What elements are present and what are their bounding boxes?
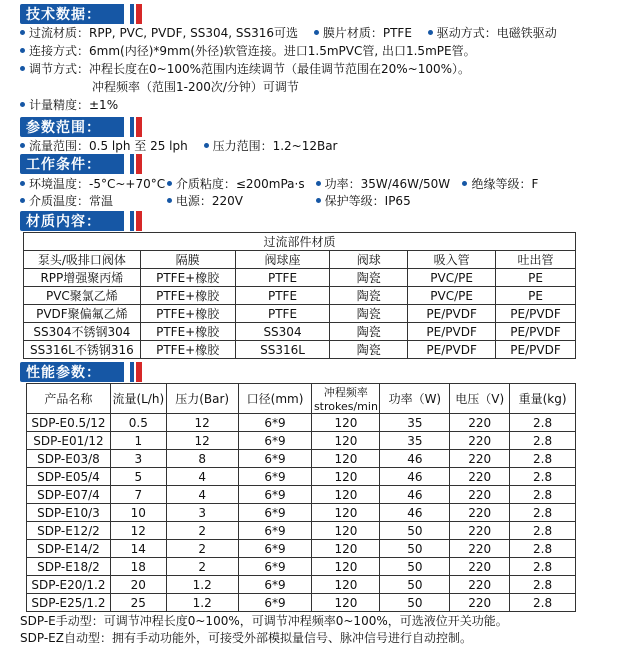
perf-cell: 50 <box>380 558 450 576</box>
tech-line-3: 调节方式：冲程长度在0~100%范围内连续调节（最佳调节范围在20%~100%）。 <box>20 61 470 77</box>
perf-cell: 220 <box>450 468 510 486</box>
perf-cell: 50 <box>380 576 450 594</box>
table-row <box>27 576 576 594</box>
table-row <box>27 468 576 486</box>
perf-cell: 35 <box>380 432 450 450</box>
perf-cell: 18 <box>110 558 166 576</box>
table-row <box>27 558 576 576</box>
perf-cell: 3 <box>110 450 166 468</box>
perf-cell: 6*9 <box>238 414 312 432</box>
tech-line-2: 连接方式：6mm(内径)*9mm(外径)软管连接。进口1.5mPVC管, 出口1.5mPE管。 <box>20 43 476 59</box>
perf-cell: 2.8 <box>510 540 576 558</box>
perf-cell: 2 <box>166 540 238 558</box>
perf-cell: 220 <box>450 522 510 540</box>
material-cell: 陶瓷 <box>330 305 408 323</box>
material-cell: PE <box>496 287 576 305</box>
perf-cell: 20 <box>110 576 166 594</box>
perf-cell: 12 <box>110 522 166 540</box>
perf-cell: 120 <box>312 594 380 612</box>
perf-cell: 46 <box>380 468 450 486</box>
perf-cell: 50 <box>380 540 450 558</box>
perf-cell: 14 <box>110 540 166 558</box>
perf-cell: 120 <box>312 450 380 468</box>
perf-cell: 46 <box>380 450 450 468</box>
section-header-params: 参数范围： <box>20 117 124 137</box>
perf-cell: 6*9 <box>238 576 312 594</box>
material-header-cell: 吐出管 <box>496 251 576 269</box>
perf-cell: SDP-E12/2 <box>27 522 111 540</box>
perf-cell: 220 <box>450 432 510 450</box>
material-header-cell: 吸入管 <box>408 251 496 269</box>
table-row <box>27 540 576 558</box>
material-cell: PE/PVDF <box>408 305 496 323</box>
material-cell: PE/PVDF <box>408 323 496 341</box>
perf-cell: 7 <box>110 486 166 504</box>
material-cell: PE <box>496 269 576 287</box>
table-row <box>27 432 576 450</box>
material-cell: SS316L不锈钢316 <box>24 341 141 359</box>
perf-cell: 120 <box>312 576 380 594</box>
perf-cell: 2.8 <box>510 432 576 450</box>
perf-cell: 6*9 <box>238 594 312 612</box>
perf-cell: SDP-E25/1.2 <box>27 594 111 612</box>
material-super-header: 过流部件材质 <box>24 233 576 251</box>
perf-cell: 120 <box>312 540 380 558</box>
material-cell: 陶瓷 <box>330 269 408 287</box>
material-cell: PVDF聚偏氟乙烯 <box>24 305 141 323</box>
perf-cell: 120 <box>312 432 380 450</box>
section-header-tech: 技术数据： <box>20 4 124 24</box>
perf-header-cell: 重量(kg) <box>510 384 576 414</box>
table-row <box>24 323 576 341</box>
perf-cell: 120 <box>312 522 380 540</box>
perf-header-cell: 产品名称 <box>27 384 111 414</box>
perf-cell: SDP-E20/1.2 <box>27 576 111 594</box>
tech-line-5: 计量精度：±1% <box>20 97 118 113</box>
material-cell: 陶瓷 <box>330 323 408 341</box>
perf-cell: 2.8 <box>510 594 576 612</box>
material-cell: 陶瓷 <box>330 341 408 359</box>
perf-cell: 2 <box>166 558 238 576</box>
perf-cell: 2.8 <box>510 486 576 504</box>
work-line-2: 介质温度：常温 电源：220V 保护等级：IP65 <box>20 193 411 209</box>
material-cell: PE/PVDF <box>496 323 576 341</box>
perf-cell: 6*9 <box>238 504 312 522</box>
perf-cell: 3 <box>166 504 238 522</box>
table-row <box>27 486 576 504</box>
perf-cell: 2.8 <box>510 468 576 486</box>
tech-line-4: 冲程频率（范围1-200次/分钟）可调节 <box>92 80 299 94</box>
table-row <box>24 341 576 359</box>
material-cell: SS316L <box>235 341 330 359</box>
perf-cell: 220 <box>450 558 510 576</box>
perf-cell: 220 <box>450 414 510 432</box>
material-header-cell: 阀球座 <box>235 251 330 269</box>
perf-cell: 6*9 <box>238 450 312 468</box>
perf-cell: SDP-E03/8 <box>27 450 111 468</box>
material-cell: RPP增强聚丙烯 <box>24 269 141 287</box>
perf-cell: 6*9 <box>238 558 312 576</box>
perf-cell: SDP-E0.5/12 <box>27 414 111 432</box>
perf-cell: 1 <box>110 432 166 450</box>
perf-header-cell: 压力(Bar) <box>166 384 238 414</box>
perf-header-cell: 冲程频率 strokes/min <box>312 384 380 414</box>
note-manual: SDP-E手动型：可调节冲程长度0~100%，可调节冲程频率0~100%，可选液位开关功能。 <box>20 614 508 628</box>
perf-header-cell: 功率（W) <box>380 384 450 414</box>
table-row <box>27 594 576 612</box>
perf-cell: 220 <box>450 450 510 468</box>
table-row <box>24 269 576 287</box>
perf-cell: 120 <box>312 504 380 522</box>
perf-cell: 50 <box>380 594 450 612</box>
perf-header-cell: 电压（V) <box>450 384 510 414</box>
material-header-cell: 隔膜 <box>140 251 235 269</box>
perf-cell: 1.2 <box>166 576 238 594</box>
perf-cell: 220 <box>450 576 510 594</box>
table-row <box>27 522 576 540</box>
perf-cell: SDP-E14/2 <box>27 540 111 558</box>
perf-cell: 0.5 <box>110 414 166 432</box>
note-auto: SDP-EZ自动型：拥有手动功能外，可接受外部模拟量信号、脉冲信号进行自动控制。 <box>20 631 472 645</box>
material-cell: PTFE <box>235 287 330 305</box>
material-cell: PTFE <box>235 305 330 323</box>
perf-cell: SDP-E01/12 <box>27 432 111 450</box>
perf-header-cell: 流量(L/h) <box>110 384 166 414</box>
material-cell: PE/PVDF <box>496 341 576 359</box>
perf-cell: 2.8 <box>510 522 576 540</box>
perf-cell: 2.8 <box>510 576 576 594</box>
material-header-cell: 阀球 <box>330 251 408 269</box>
perf-cell: 220 <box>450 486 510 504</box>
perf-cell: SDP-E18/2 <box>27 558 111 576</box>
material-cell: PTFE <box>235 269 330 287</box>
perf-cell: 4 <box>166 468 238 486</box>
tech-line-1: 过流材质：RPP, PVC, PVDF, SS304, SS316可选 膜片材质：PTFE 驱动方式：电磁铁驱动 <box>20 25 557 41</box>
perf-cell: 2.8 <box>510 558 576 576</box>
table-row <box>24 305 576 323</box>
material-cell: PVC/PE <box>408 269 496 287</box>
performance-table <box>26 383 576 612</box>
perf-header-cell: 口径(mm) <box>238 384 312 414</box>
material-cell: PTFE+橡胶 <box>140 341 235 359</box>
material-cell: PVC/PE <box>408 287 496 305</box>
perf-cell: 220 <box>450 504 510 522</box>
perf-cell: 12 <box>166 432 238 450</box>
material-cell: PTFE+橡胶 <box>140 323 235 341</box>
perf-cell: 120 <box>312 414 380 432</box>
perf-cell: 46 <box>380 504 450 522</box>
perf-cell: 50 <box>380 522 450 540</box>
perf-cell: 220 <box>450 594 510 612</box>
perf-cell: 25 <box>110 594 166 612</box>
perf-cell: 10 <box>110 504 166 522</box>
perf-cell: 6*9 <box>238 540 312 558</box>
perf-cell: 2.8 <box>510 504 576 522</box>
material-cell: SS304不锈钢304 <box>24 323 141 341</box>
material-header-cell: 泵头/吸排口阀体 <box>24 251 141 269</box>
perf-cell: 8 <box>166 450 238 468</box>
perf-cell: 120 <box>312 486 380 504</box>
material-cell: PE/PVDF <box>408 341 496 359</box>
table-row <box>27 450 576 468</box>
perf-cell: SDP-E10/3 <box>27 504 111 522</box>
material-cell: PTFE+橡胶 <box>140 305 235 323</box>
table-row <box>27 504 576 522</box>
perf-cell: 4 <box>166 486 238 504</box>
work-line-1: 环境温度：-5°C~+70°C 介质粘度：≤200mPa·s 功率：35W/46W/50W 绝缘等级：F <box>20 176 538 192</box>
table-row <box>27 414 576 432</box>
perf-cell: 6*9 <box>238 432 312 450</box>
perf-cell: 6*9 <box>238 468 312 486</box>
perf-cell: 6*9 <box>238 522 312 540</box>
param-line: 流量范围：0.5 lph 至 25 lph 压力范围：1.2~12Bar <box>20 138 338 154</box>
perf-cell: 220 <box>450 540 510 558</box>
material-cell: PTFE+橡胶 <box>140 287 235 305</box>
perf-cell: 2 <box>166 522 238 540</box>
perf-cell: 120 <box>312 468 380 486</box>
perf-cell: 120 <box>312 558 380 576</box>
perf-cell: 12 <box>166 414 238 432</box>
material-cell: PVC聚氯乙烯 <box>24 287 141 305</box>
section-header-work: 工作条件： <box>20 154 124 174</box>
table-row <box>24 287 576 305</box>
material-cell: SS304 <box>235 323 330 341</box>
section-header-material: 材质内容： <box>20 211 124 231</box>
material-cell: 陶瓷 <box>330 287 408 305</box>
perf-cell: SDP-E07/4 <box>27 486 111 504</box>
perf-cell: 2.8 <box>510 450 576 468</box>
material-cell: PTFE+橡胶 <box>140 269 235 287</box>
perf-cell: 1.2 <box>166 594 238 612</box>
perf-cell: 5 <box>110 468 166 486</box>
material-table <box>23 232 576 359</box>
perf-cell: 6*9 <box>238 486 312 504</box>
section-header-perf: 性能参数： <box>20 362 124 382</box>
perf-cell: SDP-E05/4 <box>27 468 111 486</box>
perf-cell: 35 <box>380 414 450 432</box>
perf-cell: 46 <box>380 486 450 504</box>
material-cell: PE/PVDF <box>496 305 576 323</box>
perf-cell: 2.8 <box>510 414 576 432</box>
